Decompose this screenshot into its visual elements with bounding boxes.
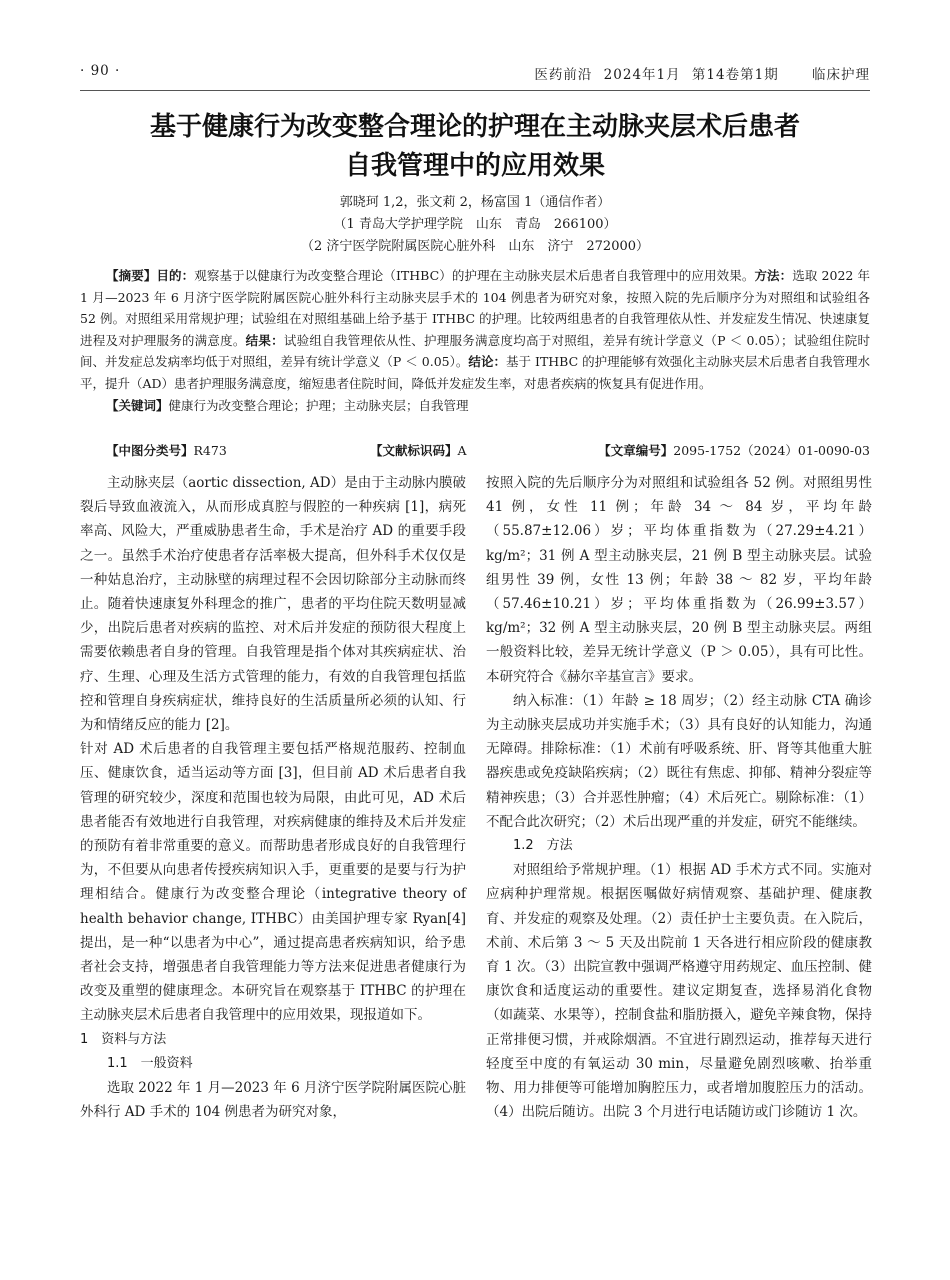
clc-number (106, 441, 227, 459)
running-header (80, 63, 870, 85)
journal-name: 医药前沿 (534, 67, 593, 83)
abstract-label: 【摘要】 (106, 268, 157, 283)
doc-code-value: A (457, 443, 467, 458)
title-line-2: 自我管理中的应用效果 (344, 151, 605, 181)
article-no-value: 2095-1752（2024）01-0090-03 (673, 443, 870, 458)
page-number: · 90 · (80, 63, 121, 79)
objective-label: 目的： (156, 268, 195, 283)
results-text: 试验组自我管理依从性、护理服务满意度均高于对照组，差异有统计学意义（P ＜ 0.05）；试验组住院时间、并发症总发病率均低于对照组，差异有统计学意义（P ＜ 0.05）。 (80, 332, 870, 370)
article-metadata (80, 441, 870, 463)
document-code (370, 441, 467, 459)
header-divider (80, 90, 870, 91)
body-paragraph: 针对 AD 术后患者的自我管理主要包括严格规范服药、控制血压、健康饮食，适当运动等方面 [3]，但目前 AD 术后患者自我管理的研究较少，深度和范围也较为局限，由此可见，AD 术后患者能否有效地进行自我管理，对疾病健康的维持及术后并发症的预防有着非常重要的意义。而帮助患者形成良好的自我管理行为，不但要从向患者传授疾病知识入手，更重要的是要与行为护理相结合。健康行为改变整合理论（integrative theory of health behavior change, ITHBC）由美国护理专家 Ryan[4] 提出，是一种“以患者为中心”，通过提高患者疾病知识，给予患者社会支持，增强患者自我管理能力等方法来促进患者健康行为改变及重塑的健康理念。本研究旨在观察基于 ITHBC 的护理在主动脉夹层术后患者自我管理中的应用效果，现报道如下。 (80, 741, 466, 1024)
body-column-left (80, 471, 466, 1124)
conclusion-label: 结论： (468, 354, 506, 370)
keywords-label: 【关键词】 (106, 397, 169, 413)
clc-value: R473 (193, 443, 227, 458)
author-list: 郭晓珂 1,2，张文莉 2，杨富国 1（通信作者） (339, 195, 611, 210)
affiliation-1: （1 青岛大学护理学院 山东 青岛 266100） (333, 217, 617, 232)
subsection-heading: 1.2 方法 (513, 838, 573, 854)
body-paragraph: 按照入院的先后顺序分为对照组和试验组各 52 例。对照组男性 41 例，女性 11 例；年龄 34 ～ 84 岁，平均年龄（55.87±12.06）岁；平均体重指数为（27.29±4.21）kg/m²；31 例 A 型主动脉夹层，21 例 B 型主动脉夹层。试验组男性 39 例，女性 13 例；年龄 38 ～ 82 岁，平均年龄（57.46±10.21）岁；平均体重指数为（26.99±3.57）kg/m²；32 例 A 型主动脉夹层，20 例 B 型主动脉夹层。两组一般资料比较，差异无统计学意义（P ＞ 0.05），具有可比性。本研究符合《赫尔辛基宣言》要求。 (486, 475, 872, 685)
volume-issue: 第14卷第1期 (691, 67, 779, 83)
body-paragraph: 纳入标准：（1）年龄 ≥ 18 周岁；（2）经主动脉 CTA 确诊为主动脉夹层成功并实施手术；（3）具有良好的认知能力，沟通无障碍。排除标准：（1）术前有呼吸系统、肝、肾等其他重大脏器疾患或免疫缺陷疾病；（2）既往有焦虑、抑郁、精神分裂症等精神疾患；（3）合并恶性肿瘤；（4）术后死亡。剔除标准：（1）不配合此次研究；（2）术后出现严重的并发症，研究不能继续。 (486, 692, 872, 830)
conclusion-text: 基于 ITHBC 的护理能够有效强化主动脉夹层术后患者自我管理水平，提升（AD）患者护理服务满意度，缩短患者住院时间，降低并发症发生率，对患者疾病的恢复具有促进作用。 (80, 354, 870, 391)
subsection-heading: 1.1 一般资料 (107, 1055, 193, 1071)
abstract-block (80, 265, 870, 416)
journal-section: 临床护理 (812, 67, 870, 83)
journal-info (528, 63, 870, 83)
article-title (60, 108, 890, 186)
methods-label: 方法： (754, 268, 793, 283)
results-label: 结果： (245, 332, 284, 348)
keywords-line (80, 395, 870, 417)
body-paragraph: 选取 2022 年 1 月—2023 年 6 月济宁医学院附属医院心脏外科行 AD 手术的 104 例患者为研究对象， (80, 1080, 466, 1121)
clc-label: 【中图分类号】 (106, 443, 194, 458)
section-heading: 1 资料与方法 (80, 1031, 167, 1047)
article-no-label: 【文章编号】 (598, 443, 674, 458)
intro-paragraph: 主动脉夹层（aortic dissection, AD）是由于主动脉内膜破裂后导致血液流入，从而形成真腔与假腔的一种疾病 [1]，病死率高、风险大，严重威胁患者生命，手术是治疗 AD 的重要手段之一。虽然手术治疗使患者存活率极大提高，但外科手术仅仅是一种姑息治疗，主动脉壁的病理过程不会因切除部分主动脉而终止。随着快速康复外科理念的推广，患者的平均住院天数明显减少，出院后患者对疾病的监控、对术后并发症的预防很大程度上需要依赖患者自身的管理。自我管理是指个体对其疾病症状、治疗、生理、心理及生活方式管理的能力，有效的自我管理包括监控和管理自身疾病症状，维持良好的生活质量所必须的认知、行为和情绪反应的能力 [2]。 (80, 475, 466, 734)
methods-text: 选取 2022 年 1 月—2023 年 6 月济宁医学院附属医院心脏外科行主动脉夹层手术的 104 例患者为研究对象，按照入院的先后顺序分为对照组和试验组各 52 例。对照组采用常规护理；试验组在对照组基础上给予基于 ITHBC 的护理。比较两组患者的自我管理依从性、并发症发生情况、快速康复进程及对护理服务的满意度。 (80, 268, 870, 348)
affiliation-2: （2 济宁医学院附属医院心脏外科 山东 济宁 272000） (300, 239, 650, 254)
doc-code-label: 【文献标识码】 (370, 443, 458, 458)
abstract-paragraph (80, 265, 870, 395)
body-paragraph: 对照组给予常规护理。（1）根据 AD 手术方式不同。实施对应病种护理常规。根据医嘱做好病情观察、基础护理、健康教育、并发症的观察及处理。（2）责任护士主要负责。在入院后，术前、术后第 3 ～ 5 天及出院前 1 天各进行相应阶段的健康教育 1 次。（3）出院宣教中强调严格遵守用药规定、血压控制、健康饮食和适度运动的重要性。建议定期复查，选择易消化食物（如蔬菜、水果等），控制食盐和脂肪摄入，避免辛辣食物，保持正常排便习惯，并戒除烟酒。不宜进行剧烈运动，推荐每天进行轻度至中度的有氧运动 30 min，尽量避免剧烈咳嗽、抬举重物、用力排便等可能增加胸腔压力，或者增加腹腔压力的活动。（4）出院后随访。出院 3 个月进行电话随访或门诊随访 1 次。 (486, 862, 872, 1121)
article-number (598, 441, 870, 459)
issue-date: 2024年1月 (603, 67, 681, 83)
objective-text: 观察基于以健康行为改变整合理论（ITHBC）的护理在主动脉夹层术后患者自我管理中的应用效果。 (194, 268, 755, 283)
body-column-right (486, 471, 872, 1124)
title-line-1: 基于健康行为改变整合理论的护理在主动脉夹层术后患者 (149, 112, 800, 142)
keywords-text: 健康行为改变整合理论；护理；主动脉夹层；自我管理 (168, 397, 469, 413)
